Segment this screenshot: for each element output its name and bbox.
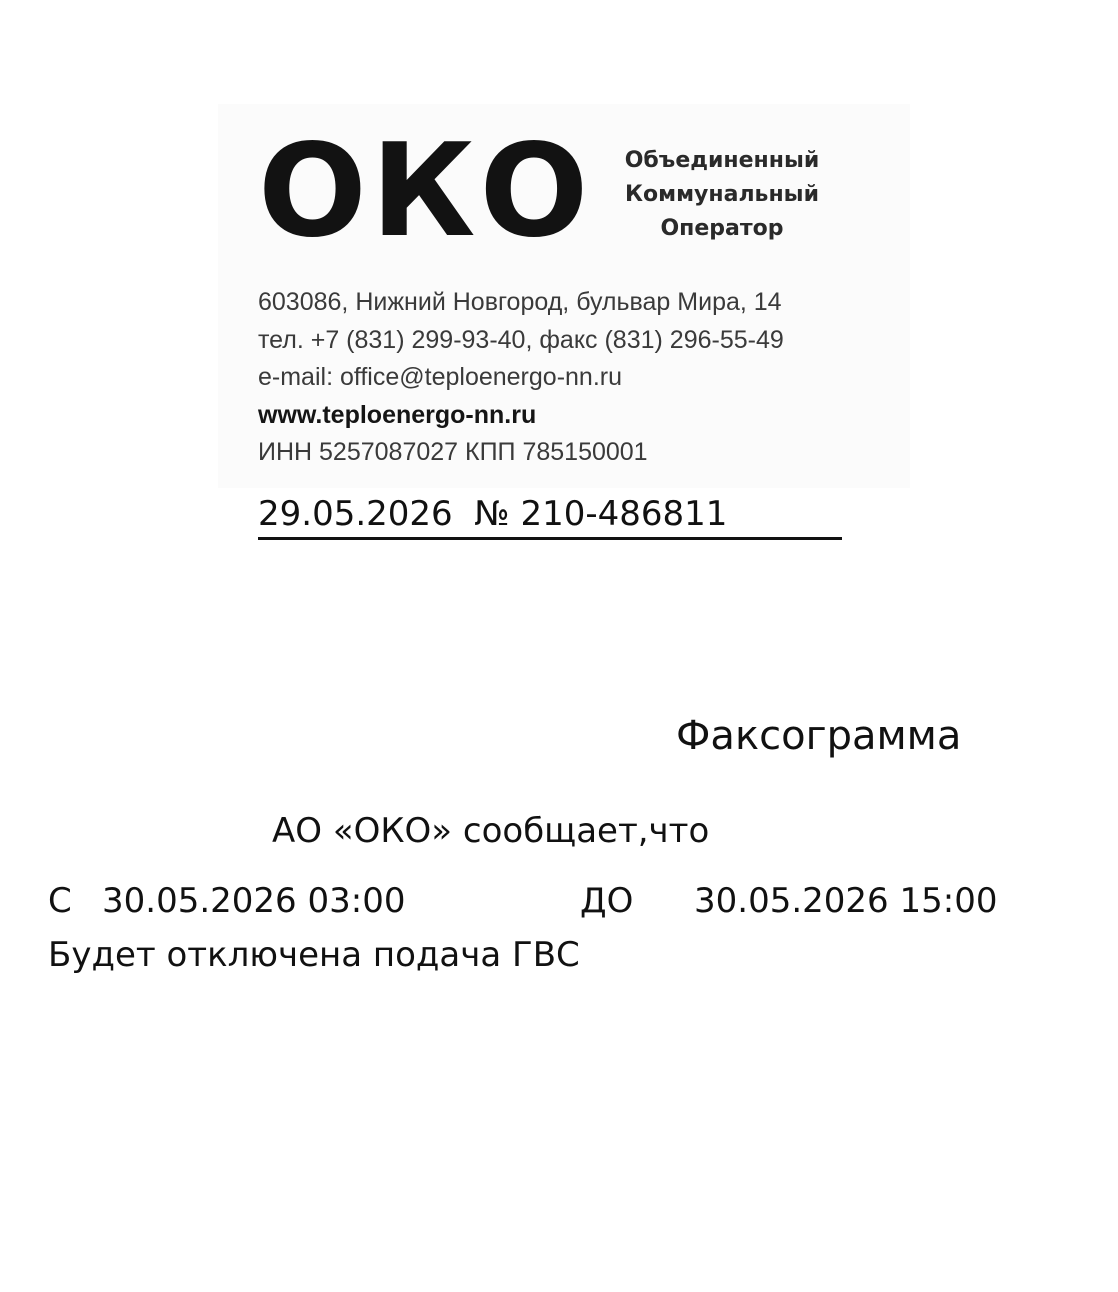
period-from-label: С bbox=[48, 881, 72, 921]
company-address: 603086, Нижний Новгород, бульвар Мира, 14 bbox=[258, 288, 782, 316]
company-website: www.teploenergo-nn.ru bbox=[258, 400, 537, 429]
contact-details bbox=[258, 284, 784, 472]
company-email: e-mail: office@teploenergo-nn.ru bbox=[258, 363, 623, 391]
period-to-label: ДО bbox=[580, 881, 634, 921]
document-intro: АО «ОКО» сообщает,что bbox=[272, 811, 710, 851]
company-tax-ids: ИНН 5257087027 КПП 785150001 bbox=[258, 438, 648, 466]
company-name-line-1: Объединенный bbox=[624, 148, 820, 173]
document-reference bbox=[258, 491, 842, 540]
period-from-value: 30.05.2026 03:00 bbox=[102, 881, 406, 921]
company-name-line-3: Оператор bbox=[660, 216, 784, 241]
reference-number: № 210-486811 bbox=[474, 494, 728, 534]
company-name-line-2: Коммунальный bbox=[625, 182, 819, 207]
company-logo: ОКО bbox=[258, 117, 593, 266]
period-to-value: 30.05.2026 15:00 bbox=[694, 881, 998, 921]
company-phones: тел. +7 (831) 299-93-40, факс (831) 296-55-49 bbox=[258, 325, 784, 354]
document-title: Факсограмма bbox=[676, 713, 962, 759]
company-full-name bbox=[608, 144, 836, 246]
outage-notice: Будет отключена подача ГВС bbox=[48, 935, 580, 975]
reference-date: 29.05.2026 bbox=[258, 494, 453, 534]
